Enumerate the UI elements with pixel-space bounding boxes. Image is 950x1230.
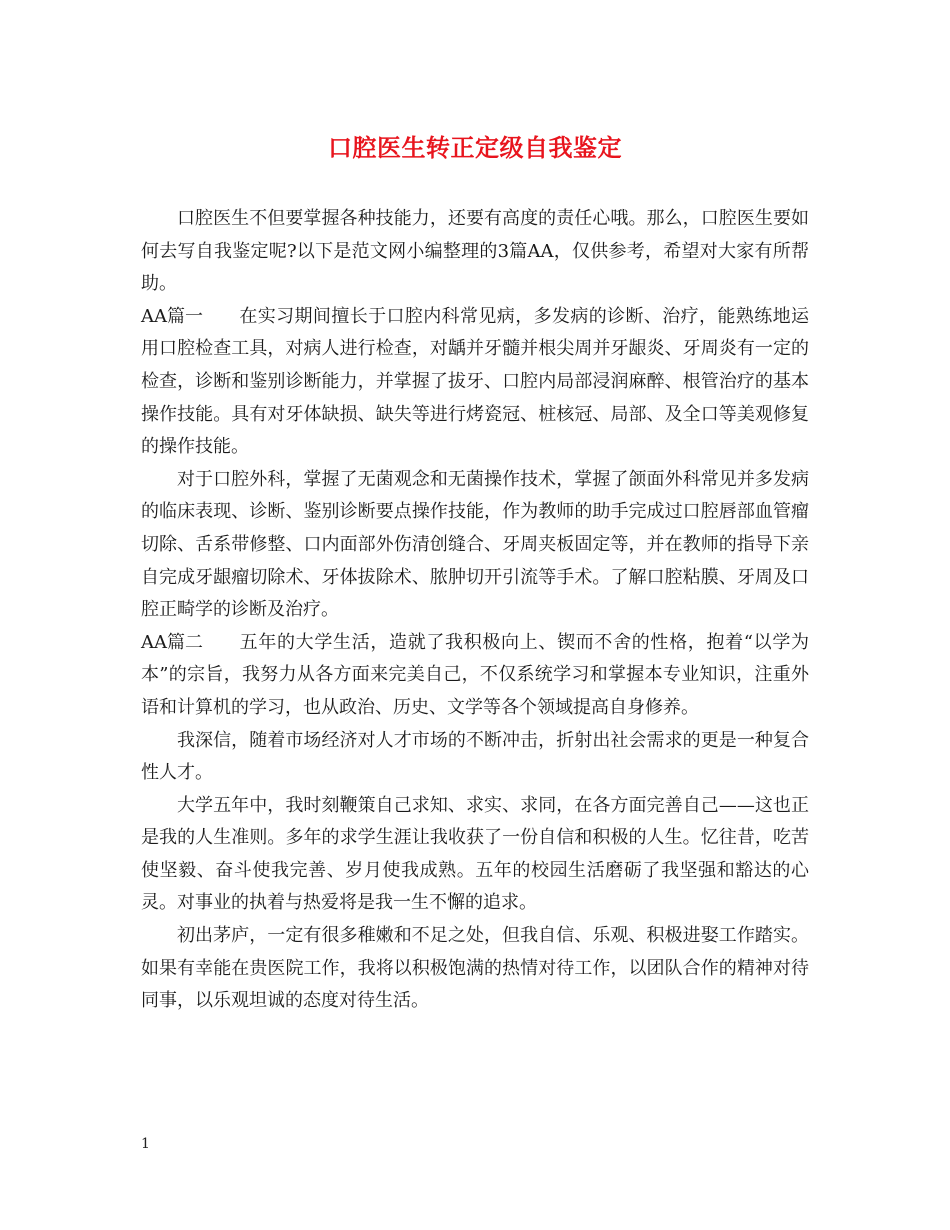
section-heading: AA篇二: [141, 631, 203, 653]
paragraph-text: 对于口腔外科，掌握了无菌观念和无菌操作技术，掌握了颌面外科常见并多发病的临床表现、诊断、鉴别诊断要点操作技能，作为教师的助手完成过口腔唇部血管瘤切除、舌系带修整、口内面部外伤清创缝合、牙周夹板固定等，并在教师的指导下亲自完成牙龈瘤切除术、牙体拔除术、脓肿切开引流等手术。了解口腔粘膜、牙周及口腔正畸学的诊断及治疗。: [141, 468, 809, 621]
document-body: [141, 203, 809, 1018]
oral-surgery-paragraph: [141, 464, 809, 627]
paragraph-text: 我深信，随着市场经济对人才市场的不断冲击，折射出社会需求的更是一种复合性人才。: [141, 729, 809, 784]
paragraph-text: 口腔医生不但要掌握各种技能力，还要有高度的责任心哦。那么，口腔医生要如何去写自我鉴定呢?以下是范文网小编整理的3篇AA，仅供参考，希望对大家有所帮助。: [141, 208, 809, 295]
belief-paragraph: [141, 725, 809, 790]
section-two-paragraph: [141, 627, 809, 725]
paragraph-text: 在实习期间擅长于口腔内科常见病，多发病的诊断、治疗，能熟练地运用口腔检查工具，对病人进行检查，对龋并牙髓并根尖周并牙龈炎、牙周炎有一定的检查，诊断和鉴别诊断能力，并掌握了拔牙、口腔内局部浸润麻醉、根管治疗的基本操作技能。具有对牙体缺损、缺失等进行烤瓷冠、桩核冠、局部、及全口等美观修复的操作技能。: [141, 305, 809, 458]
paragraph-text: 大学五年中，我时刻鞭策自己求知、求实、求同，在各方面完善自己——这也正是我的人生准则。多年的求学生涯让我收获了一份自信和积极的人生。忆往昔，吃苦使坚毅、奋斗使我完善、岁月使我成熟。五年的校园生活磨砺了我坚强和豁达的心灵。对事业的执着与热爱将是我一生不懈的追求。: [141, 794, 809, 914]
university-paragraph: [141, 790, 809, 920]
paragraph-text: 初出茅庐，一定有很多稚嫩和不足之处，但我自信、乐观、积极进娶工作踏实。如果有幸能在贵医院工作，我将以积极饱满的热情对待工作，以团队合作的精神对待同事，以乐观坦诚的态度对待生活。: [141, 925, 809, 1012]
page-number: 1: [141, 1136, 150, 1152]
closing-paragraph: [141, 920, 809, 1018]
section-heading: AA篇一: [141, 305, 203, 327]
section-one-paragraph: [141, 301, 809, 464]
intro-paragraph: [141, 203, 809, 301]
paragraph-text: 五年的大学生活，造就了我积极向上、锲而不舍的性格，抱着“以学为本”的宗旨，我努力从各方面来完美自己，不仅系统学习和掌握本专业知识，注重外语和计算机的学习，也从政治、历史、文学等各个领域提高自身修养。: [141, 631, 809, 718]
document-title: 口腔医生转正定级自我鉴定: [328, 134, 622, 162]
